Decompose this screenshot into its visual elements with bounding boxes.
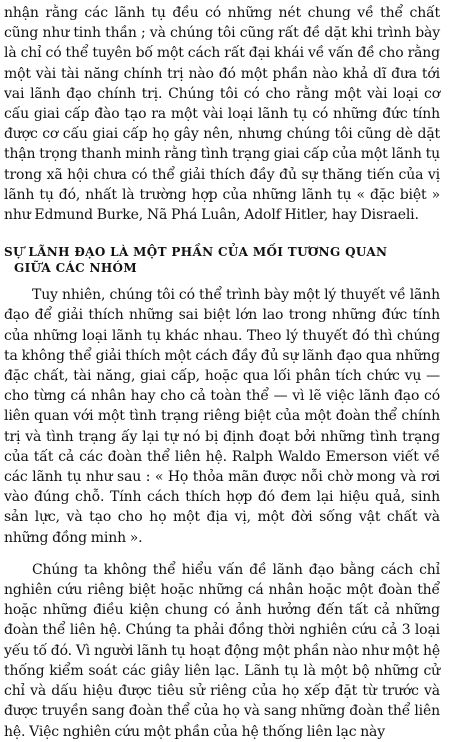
section-heading <box>4 244 440 276</box>
section-heading-line-1: SỰ LÃNH ĐẠO LÀ MỘT PHẦN CỦA MỐI TƯƠNG QUAN <box>4 245 388 260</box>
paragraph-intro: nhận rằng các lãnh tụ đều có những nét chung về thể chất cũng như tinh thần ; và chúng tôi cũng rất đề dặt khi trình bày là chỉ có thể tuyên bố một cách rất đại khái về vấn đề cho rằng một vài tài năng chính trị nào đó một phần nào khả dĩ đưa tới vai lãnh đạo chính trị. Chúng tôi có cho rằng một vài loại cơ cấu giai cấp đào tạo ra một vài loại lãnh tụ có những đức tính được cơ cấu giai cấp họ gây nên, nhưng chúng tôi cũng dè dặt thận trọng thanh minh rằng tình trạng giai cấp của một lãnh tụ trong xã hội chưa có thể giải thích đầy đủ sự thăng tiến của vị lãnh tụ đó, nhất là trường hợp của những lãnh tụ « đặc biệt » như Edmund Burke, Nã Phá Luân, Adolf Hitler, hay Disraeli. <box>4 5 440 224</box>
section-heading-line-2: GIỮA CÁC NHÓM <box>14 261 137 276</box>
paragraph-communication: Chúng ta không thể hiểu vấn đề lãnh đạo bằng cách chỉ nghiên cứu riêng biệt hoặc những cá nhân hoặc một đoàn thể hoặc những điều kiện chung có ảnh hưởng đến tất cả những đoàn thể liên hệ. Chúng ta phải đồng thời nghiên cứu cả 3 loại yếu tố đó. Vì người lãnh tụ hoạt động một phần nào như một hệ thống kiểm soát các giây liên lạc. Lãnh tụ là một bộ những cử chỉ và dấu hiệu được tiêu sử riêng của họ xếp đặt từ trước và được truyền sang đoàn thể của họ và sang những đoàn thể liên hệ. Việc nghiên cứu một phần của hệ thống liên lạc này <box>4 561 440 740</box>
paragraph-theory: Tuy nhiên, chúng tôi có thể trình bày một lý thuyết về lãnh đạo để giải thích những sai biệt lớn lao trong những đức tính của những loại lãnh tụ khác nhau. Theo lý thuyết đó thì chúng ta không thể giải thích một cách đầy đủ sự lãnh đạo qua những đặc chất, tài năng, giai cấp, hoặc qua lối phân tích chức vụ — cho từng cá nhân hay cho cả toàn thể — vì lẽ việc lãnh đạo có liên quan với một tình trạng riêng biệt của một đoàn thể chính trị và tình trạng ấy lại tự nó bị định đoạt bởi những tình trạng của tất cả các đoàn thể liên hệ. Ralph Waldo Emerson viết về các lãnh tụ như sau : « Họ thỏa mãn được nỗi chờ mong và rơi vào đúng chỗ. Tính cách thích hợp đó đem lại hiệu quả, sinh sản lực, và tạo cho họ một địa vị, một đời sống vật chất và những đồng minh ». <box>4 287 440 546</box>
